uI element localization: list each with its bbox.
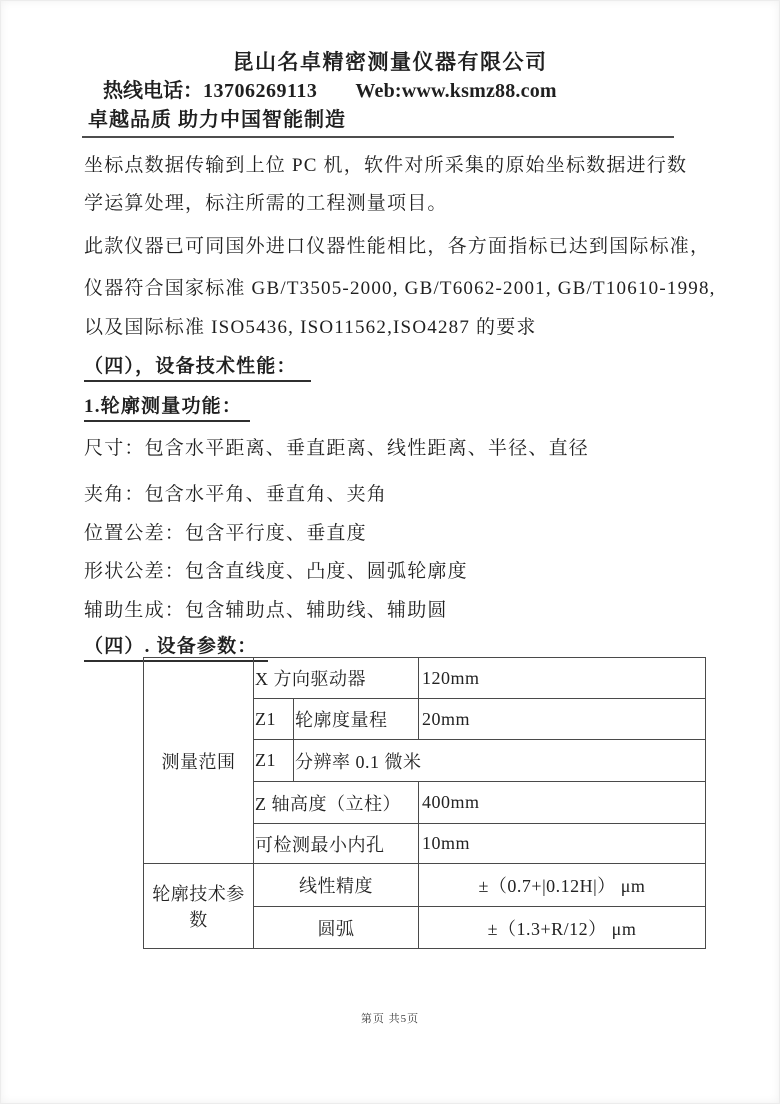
feature-line-dimensions: 尺寸：包含水平距离、垂直距离、线性距离、半径、直径 (84, 438, 590, 459)
spec-label-x-driver: X 方向驱动器 (254, 658, 419, 699)
spec-axis-z1: Z1 (254, 740, 294, 782)
hotline-label: 热线电话： (103, 80, 203, 102)
spec-label-z-height: Z 轴高度（立柱） (254, 782, 419, 824)
spec-value-arc: ±（1.3+R/12） μm (419, 907, 706, 949)
paragraph-line: 仪器符合国家标准 GB/T3505-2000, GB/T6062-2001, GB/T10610-1998, (84, 278, 716, 299)
spec-label-linear-accuracy: 线性精度 (254, 864, 419, 907)
feature-line-angles: 夹角：包含水平角、垂直角、夹角 (84, 484, 388, 505)
spec-value-linear-accuracy: ±（0.7+|0.12H|） μm (419, 864, 706, 907)
spec-label-resolution: 分辨率 0.1 微米 (294, 740, 706, 782)
table-row (144, 864, 706, 907)
website-url: Web:www.ksmz88.com (355, 80, 557, 102)
row-group-profile-tech-params: 轮廓技术参数 (144, 864, 254, 949)
feature-line-form-tolerance: 形状公差：包含直线度、凸度、圆弧轮廓度 (84, 561, 468, 582)
spec-value-x-driver: 120mm (419, 658, 706, 699)
spec-value-z-height: 400mm (419, 782, 706, 824)
spec-value-profile-range: 20mm (419, 699, 706, 740)
spec-value-min-bore: 10mm (419, 824, 706, 864)
paragraph-line: 坐标点数据传输到上位 PC 机，软件对所采集的原始坐标数据进行数 (84, 155, 688, 176)
heading-text: 1.轮廓测量功能： (84, 391, 250, 422)
hotline-number: 13706269113 (203, 80, 318, 102)
heading-text: （四），设备技术性能： (84, 351, 311, 382)
company-name: 昆山名卓精密测量仪器有限公司 (232, 50, 548, 74)
spec-axis-z1: Z1 (254, 699, 294, 740)
row-group-measure-range: 测量范围 (144, 658, 254, 864)
spec-label-min-bore: 可检测最小内孔 (254, 824, 419, 864)
heading-text: （四）. 设备参数： (84, 631, 268, 662)
feature-line-auxiliary: 辅助生成：包含辅助点、辅助线、辅助圆 (84, 600, 448, 621)
paragraph-line: 学运算处理，标注所需的工程测量项目。 (84, 193, 448, 214)
contact-line (103, 74, 557, 103)
heading-equipment-performance (84, 351, 311, 382)
spec-label-profile-range: 轮廓度量程 (294, 699, 419, 740)
page-footer: 第页 共5页 (360, 1013, 420, 1025)
spec-label-arc: 圆弧 (254, 907, 419, 949)
feature-line-position-tolerance: 位置公差：包含平行度、垂直度 (84, 523, 367, 544)
slogan: 卓越品质 助力中国智能制造 (88, 109, 346, 131)
header-divider (82, 136, 674, 138)
table-row (144, 658, 706, 699)
paragraph-line: 以及国际标准 ISO5436, ISO11562,ISO4287 的要求 (84, 317, 537, 338)
spec-table (143, 657, 706, 949)
heading-profile-functions (84, 391, 250, 422)
paragraph-line: 此款仪器已可同国外进口仪器性能相比，各方面指标已达到国际标准， (84, 236, 711, 257)
